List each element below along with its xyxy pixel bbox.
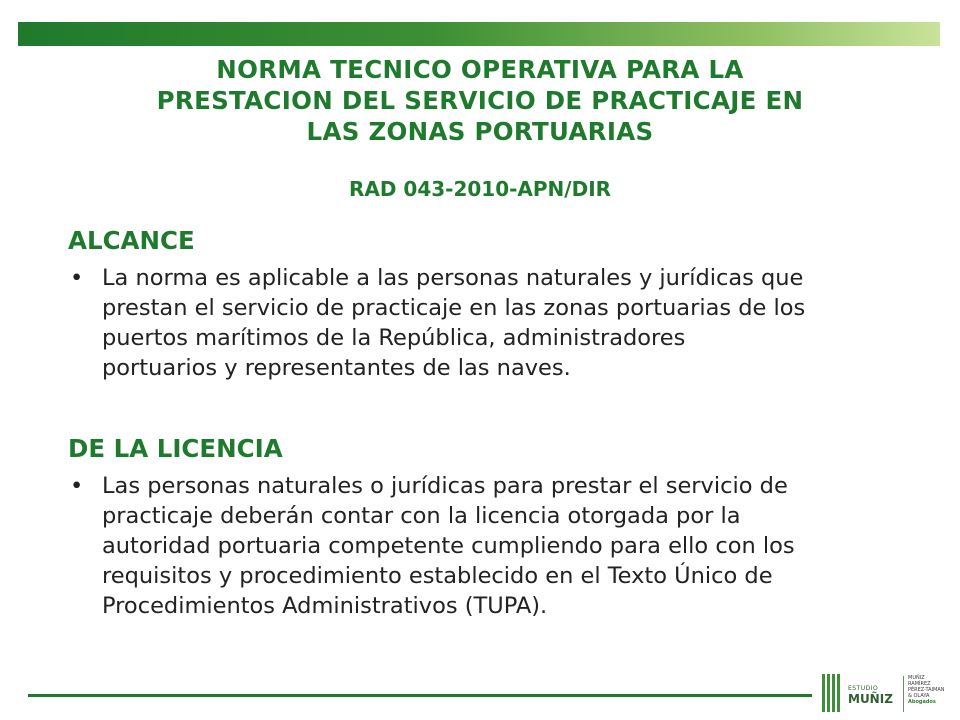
logo-stripes-icon xyxy=(822,674,842,712)
bullet-line: La norma es aplicable a las personas naturales y jurídicas que xyxy=(102,265,804,291)
section-heading-licencia: DE LA LICENCIA xyxy=(68,434,283,463)
logo-name: & OLAYA xyxy=(908,693,930,699)
logo-tag: Abogados xyxy=(908,699,936,705)
bullet-line: puertos marítimos de la República, administradores xyxy=(102,325,686,351)
bullet-line: requisitos y procedimiento establecido en el Texto Único de xyxy=(102,563,773,589)
slide-title xyxy=(60,54,900,147)
title-line-2: PRESTACION DEL SERVICIO DE PRACTICAJE EN xyxy=(156,86,804,115)
bullet-line: autoridad portuaria competente cumpliendo para ello con los xyxy=(102,533,795,559)
section-alcance xyxy=(68,226,908,383)
logo-word-estudio: ESTUDIO xyxy=(848,685,879,692)
section-licencia xyxy=(68,434,908,621)
logo-word-muniz: MUÑIZ xyxy=(848,692,893,706)
bullet-line: Procedimientos Administrativos (TUPA). xyxy=(102,593,548,619)
bullet-line: portuarios y representantes de las naves. xyxy=(102,355,571,381)
logo-name: PÉREZ-TAIMAN xyxy=(908,687,945,693)
logo-name: RAMÍREZ xyxy=(908,681,931,687)
top-gradient-bar xyxy=(18,22,940,46)
logo-name: MUÑIZ xyxy=(908,675,925,681)
logo-divider xyxy=(903,676,904,712)
title-line-3: LAS ZONAS PORTUARIAS xyxy=(306,117,654,146)
logo-names xyxy=(908,675,945,705)
section-heading-alcance: ALCANCE xyxy=(68,226,195,255)
estudio-muniz-logo xyxy=(822,672,952,716)
title-line-1: NORMA TECNICO OPERATIVA PARA LA xyxy=(216,55,744,84)
bullet-line: Las personas naturales o jurídicas para prestar el servicio de xyxy=(102,473,788,499)
slide-subtitle: RAD 043-2010-APN/DIR xyxy=(348,177,612,201)
bottom-divider-line xyxy=(28,694,812,697)
bullet-licencia xyxy=(68,471,908,621)
bullet-line: prestan el servicio de practicaje en las zonas portuarias de los xyxy=(102,295,806,321)
bullet-dot-icon: • xyxy=(70,473,84,499)
bullet-alcance xyxy=(68,263,908,383)
bullet-dot-icon: • xyxy=(70,265,84,291)
bullet-line: practicaje deberán contar con la licencia otorgada por la xyxy=(102,503,741,529)
